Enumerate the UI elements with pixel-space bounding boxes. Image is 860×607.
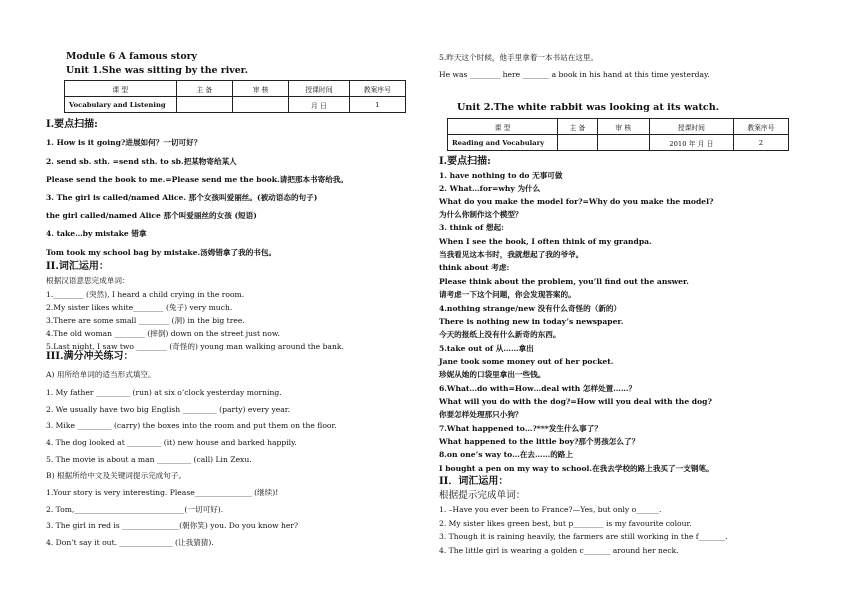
section-title: III.满分冲关练习： xyxy=(46,351,134,362)
table-cell xyxy=(558,135,598,151)
point-line: 7.What happened to…?***发生什么事了？ xyxy=(439,424,602,433)
table-header-cell: 授课时间 xyxy=(649,119,733,135)
table-cell: 1 xyxy=(349,97,405,113)
unit-title: Unit 2.The white rabbit was looking at its watch. xyxy=(457,102,720,113)
instruction: B) 根据所给中文及关键词提示完成句子。 xyxy=(46,471,187,480)
exercise-line: 4. Don’t say it out. ______________ (让我猜猜). xyxy=(46,538,214,547)
table-row xyxy=(448,135,789,151)
exercise-line: 3. Mike _________ (carry) the boxes into the room and put them on the floor. xyxy=(46,421,337,430)
module-title: Module 6 A famous story xyxy=(66,51,198,62)
table-header-cell: 审 核 xyxy=(232,81,288,97)
unit-title: Unit 1.She was sitting by the river. xyxy=(66,65,249,76)
exercise-line: 4. The little girl is wearing a golden c_______ around her neck. xyxy=(439,546,679,555)
point-line: Tom took my school bag by mistake.汤姆错拿了我的书包。 xyxy=(46,248,277,257)
point-line: 1. How is it going?进展如何？一切可好？ xyxy=(46,138,202,147)
exercise-line: 3. Though it is raining heavily, the farmers are still working in the f_______. xyxy=(439,532,728,541)
point-line: 当我看见这本书时，我就想起了我的爷爷。 xyxy=(439,250,584,259)
point-line: Please think about the problem, you’ll find out the answer. xyxy=(439,277,689,286)
table-header-cell: 授课时间 xyxy=(289,81,349,97)
table-cell xyxy=(597,135,649,151)
exercise-line: 1. My father _________ (run) at six o’clock yesterday morning. xyxy=(46,388,282,397)
instruction: 根据汉语意思完成单词： xyxy=(46,276,130,285)
point-line: the girl called/named Alice 那个叫爱丽丝的女孩 (短语) xyxy=(46,211,257,220)
point-line: 4. take…by mistake 错拿 xyxy=(46,229,147,238)
table-header-cell: 教案序号 xyxy=(349,81,405,97)
table-header-cell: 教案序号 xyxy=(733,119,788,135)
exercise-line: 1.________ (突然), I heard a child crying in the room. xyxy=(46,290,245,299)
table-cell: Reading and Vocabulary xyxy=(448,135,558,151)
exercise-line: 2.My sister likes white________ (兔子) very much. xyxy=(46,303,233,312)
section-title: II．词汇运用： xyxy=(439,476,509,487)
point-line: 1. have nothing to do 无事可做 xyxy=(439,171,563,180)
point-line: 你要怎样处理那只小狗？ xyxy=(439,410,523,419)
section-title: II.词汇运用： xyxy=(46,261,109,272)
exercise-line: 3.There are some small ________ (洞) in the big tree. xyxy=(46,316,245,325)
table-cell: 2010 年 月 日 xyxy=(649,135,733,151)
point-line: What will you do with the dog?=How will you deal with the dog? xyxy=(439,397,712,406)
table-header-row xyxy=(65,81,406,97)
exercise-line: 1.Your story is very interesting. Please_______________ (继续)! xyxy=(46,488,279,497)
section-title: I.要点扫描: xyxy=(46,119,98,130)
instruction: 根据提示完成单词： xyxy=(439,490,526,501)
table-header-cell: 主 备 xyxy=(176,81,232,97)
exercise-line: 2. My sister likes green best, but p________ is my favourite colour. xyxy=(439,519,692,528)
exercise-line: 1. –Have you ever been to France?—Yes, but only o______. xyxy=(439,505,662,514)
point-line: Please send the book to me.=Please send me the book.请把那本书寄给我。 xyxy=(46,175,348,184)
point-line: 3. The girl is called/named Alice. 那个女孩叫爱丽丝。(被动语态的句子) xyxy=(46,193,318,202)
point-line: 5.take out of 从……拿出 xyxy=(439,344,534,353)
point-line: There is nothing new in today’s newspaper. xyxy=(439,317,624,326)
table-header-cell: 课 型 xyxy=(65,81,177,97)
instruction: A) 用所给单词的适当形式填空。 xyxy=(46,370,156,379)
table-cell: 月 日 xyxy=(289,97,349,113)
exercise-line: 4.The old woman ________ (摔倒) down on the street just now. xyxy=(46,329,280,338)
exercise-line: 3. The girl in red is _______________(朝你笑) you. Do you know her? xyxy=(46,521,299,530)
table-header-cell: 课 型 xyxy=(448,119,558,135)
point-line: think about 考虑: xyxy=(439,263,510,272)
point-line: 请考虑一下这个问题，你会发现答案的。 xyxy=(439,290,576,299)
exercise-line: 2. We usually have two big English _________ (party) every year. xyxy=(46,405,291,414)
table-cell: 2 xyxy=(733,135,788,151)
point-line: What happened to the little boy?那个男孩怎么了？ xyxy=(439,437,640,446)
point-line: 2. What…for=why 为什么 xyxy=(439,184,541,193)
point-line: I bought a pen on my way to school.在我去学校的路上我买了一支钢笔。 xyxy=(439,464,714,473)
point-line: 珍妮从她的口袋里拿出一些钱。 xyxy=(439,370,546,379)
table-cell: Vocabulary and Listening xyxy=(65,97,177,113)
exercise-line: 4. The dog looked at _________ (it) new house and barked happily. xyxy=(46,438,297,447)
point-line: 2. send sb. sth. =send sth. to sb.把某物寄给某人 xyxy=(46,157,237,166)
exercise-line: 5. The movie is about a man _________ (call) Lin Zexu. xyxy=(46,455,252,464)
point-line: Jane took some money out of her pocket. xyxy=(439,357,614,366)
table-header-cell: 主 备 xyxy=(558,119,598,135)
point-line: 为什么你制作这个模型？ xyxy=(439,210,523,219)
exercise-line: 2. Tom,_____________________________(一切可好). xyxy=(46,505,224,514)
point-line: 4.nothing strange/new 没有什么奇怪的（新的） xyxy=(439,304,622,313)
table-header-cell: 审 核 xyxy=(597,119,649,135)
table-header-row xyxy=(448,119,789,135)
point-line: 8.on one’s way to…在去……的路上 xyxy=(439,450,573,459)
table-row xyxy=(65,97,406,113)
point-line: What do you make the model for?=Why do you make the model? xyxy=(439,197,714,206)
point-line: 今天的报纸上没有什么新奇的东西。 xyxy=(439,330,561,339)
point-line: When I see the book, I often think of my grandpa. xyxy=(439,237,652,246)
table-cell xyxy=(232,97,288,113)
lesson-info-table xyxy=(447,118,789,151)
point-line: 6.What…do with=How…deal with 怎样处置……？ xyxy=(439,384,637,393)
section-title: I.要点扫描: xyxy=(439,156,491,167)
point-line: 3. think of 想起: xyxy=(439,223,504,232)
exercise-line: He was ________ here _______ a book in his hand at this time yesterday. xyxy=(439,70,710,79)
lesson-info-table xyxy=(64,80,406,113)
table-cell xyxy=(176,97,232,113)
exercise-line: 5.昨天这个时候，他手里拿着一本书站在这里。 xyxy=(439,53,599,62)
exercise-line: 5.Last night, I saw two ________ (奇怪的) young man walking around the bank. xyxy=(46,342,344,351)
